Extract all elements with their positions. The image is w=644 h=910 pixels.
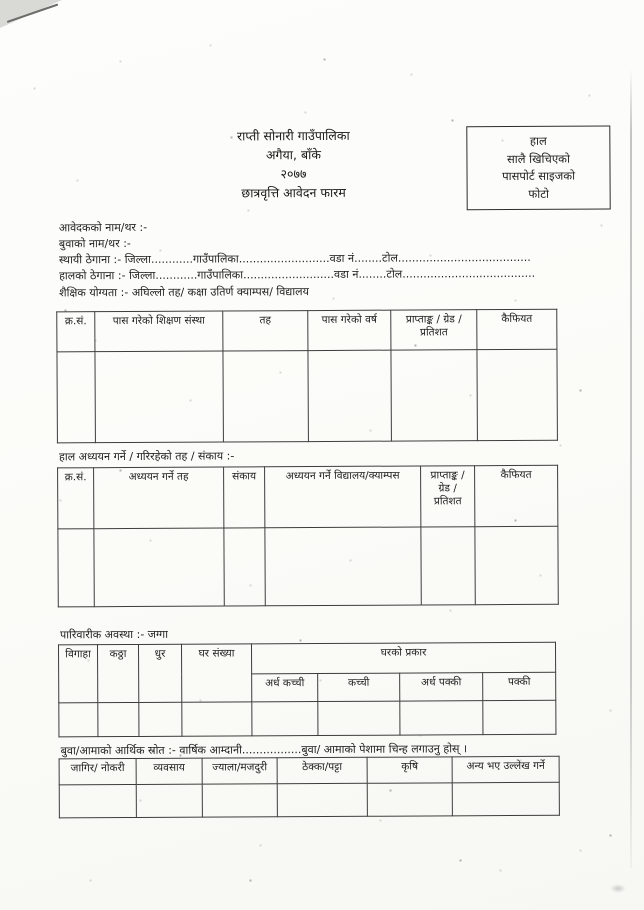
column-header-job: जागिर/ नोकरी bbox=[59, 758, 136, 784]
empty-cell bbox=[452, 782, 559, 816]
empty-cell bbox=[265, 527, 421, 606]
column-header-bigaha: विगाहा bbox=[58, 645, 97, 703]
empty-cell bbox=[252, 702, 318, 736]
photo-box bbox=[466, 125, 610, 210]
empty-cell bbox=[202, 784, 277, 817]
empty-cell bbox=[95, 351, 223, 443]
empty-cell bbox=[318, 701, 400, 735]
column-header-study-level: अध्ययन गर्ने तह bbox=[94, 467, 224, 529]
income-source-empty-row bbox=[59, 782, 559, 818]
column-header-faculty: संकाय bbox=[224, 467, 265, 528]
education-history-empty-row bbox=[57, 349, 557, 443]
field-applicant-name: आवेदकको नाम/थर :- bbox=[58, 220, 148, 235]
column-header-remarks: कैफियत bbox=[477, 309, 557, 349]
column-header-wage-labour: ज्याला/मजदुरी bbox=[202, 758, 277, 784]
column-header-business: व्यवसाय bbox=[136, 758, 202, 784]
column-header-marks: प्राप्ताङ्क / ग्रेड / प्रतिशत bbox=[391, 310, 477, 350]
empty-cell bbox=[483, 700, 556, 734]
column-header-semi-pakki: अर्ध पक्की bbox=[400, 673, 483, 701]
column-header-serial: क्र.सं. bbox=[57, 312, 95, 352]
empty-cell bbox=[182, 702, 252, 736]
empty-cell bbox=[57, 352, 95, 443]
form-title: छात्रवृत्ति आवेदन फारम bbox=[241, 184, 346, 201]
column-header-other: अन्य भए उल्लेख गर्ने bbox=[452, 756, 559, 783]
form-header bbox=[170, 126, 416, 203]
empty-cell bbox=[94, 528, 224, 607]
empty-cell bbox=[475, 526, 558, 604]
column-header-kattha: कठ्ठा bbox=[97, 644, 138, 702]
income-source-title: बुवा/आमाको आर्थिक स्रोत :- वार्षिक आम्दानी.................बुवा/ आमाको पेशामा चिन्ह लगाउनु होस् । bbox=[60, 742, 468, 758]
photo-box-text-line2: सालै खिचिएको bbox=[506, 151, 571, 166]
empty-cell bbox=[421, 527, 475, 605]
empty-cell bbox=[59, 703, 98, 737]
column-header-level: तह bbox=[223, 311, 308, 351]
empty-cell bbox=[477, 349, 557, 440]
empty-cell bbox=[308, 350, 391, 441]
empty-cell bbox=[98, 702, 139, 736]
column-header-institution: पास गरेको शिक्षण संस्था bbox=[95, 311, 223, 352]
current-study-header-row bbox=[58, 465, 558, 529]
family-status-header-row-1 bbox=[58, 642, 555, 675]
photo-box-text-line1: हाल bbox=[529, 133, 547, 148]
column-header-kachchi: कच्ची bbox=[318, 673, 400, 701]
municipality-address: अगैया, बाँके bbox=[265, 147, 321, 163]
column-header-house-count: घर संख्या bbox=[181, 644, 251, 702]
photo-box-text-line4: फोटो bbox=[528, 186, 549, 201]
empty-cell bbox=[136, 784, 202, 817]
municipality-name: राप्ती सोनारी गाउँपालिका bbox=[236, 127, 350, 144]
photo-box-text-line3: पासपोर्ट साइजको bbox=[502, 168, 576, 184]
column-header-remarks: कैफियत bbox=[475, 465, 558, 526]
column-header-serial: क्र.सं. bbox=[58, 468, 94, 529]
current-study-table bbox=[57, 465, 559, 608]
current-study-title: हाल अध्ययन गर्ने / गरिरहेको तह / संकाय :- bbox=[58, 449, 235, 464]
empty-cell bbox=[224, 528, 265, 606]
field-permanent-address: स्थायी ठेगाना :- जिल्ला............गाउँपालिका..........................वडा नं........टोल...................................... bbox=[58, 250, 531, 267]
current-study-empty-row bbox=[58, 526, 558, 607]
column-header-pakki: पक्की bbox=[483, 672, 556, 700]
column-header-school: अध्ययन गर्ने विद्यालय/क्याम्पस bbox=[265, 466, 421, 528]
income-source-table bbox=[59, 756, 560, 819]
empty-cell bbox=[59, 784, 136, 817]
column-header-pass-year: पास गरेको वर्ष bbox=[308, 310, 391, 350]
income-source-header-row bbox=[59, 756, 559, 785]
field-father-name: बुवाको नाम/थर :- bbox=[58, 236, 131, 251]
column-header-agriculture: कृषि bbox=[367, 757, 452, 783]
education-history-header-row bbox=[57, 309, 557, 352]
column-header-dhur: धुर bbox=[138, 644, 181, 702]
empty-cell bbox=[58, 529, 94, 607]
family-status-table bbox=[58, 642, 556, 738]
column-header-contract: ठेक्का/पट्टा bbox=[277, 757, 367, 783]
family-status-empty-row bbox=[59, 700, 556, 737]
education-history-table bbox=[56, 309, 558, 444]
empty-cell bbox=[400, 701, 483, 735]
empty-cell bbox=[277, 783, 367, 816]
family-status-title: पारिवारीक अवस्था :- जग्गा bbox=[59, 627, 169, 642]
empty-cell bbox=[391, 350, 477, 441]
empty-cell bbox=[139, 702, 182, 736]
field-current-address: हालको ठेगाना :- जिल्ला............गाउँपालिका..........................वडा नं........टोल...................................... bbox=[59, 266, 536, 283]
form-year: २०७७ bbox=[280, 166, 307, 182]
column-header-marks: प्राप्ताङ्क / ग्रेड / प्रतिशत bbox=[421, 466, 475, 527]
column-header-semi-kachchi: अर्ध कच्ची bbox=[252, 674, 318, 702]
empty-cell bbox=[367, 783, 452, 816]
column-header-house-type-group: घरको प्रकार bbox=[251, 642, 555, 674]
empty-cell bbox=[223, 351, 308, 442]
field-education-qualification: शैक्षिक योग्यता :- अघिल्लो तह/ कक्षा उतिर्ण क्याम्पस/ विद्यालय bbox=[59, 285, 310, 300]
